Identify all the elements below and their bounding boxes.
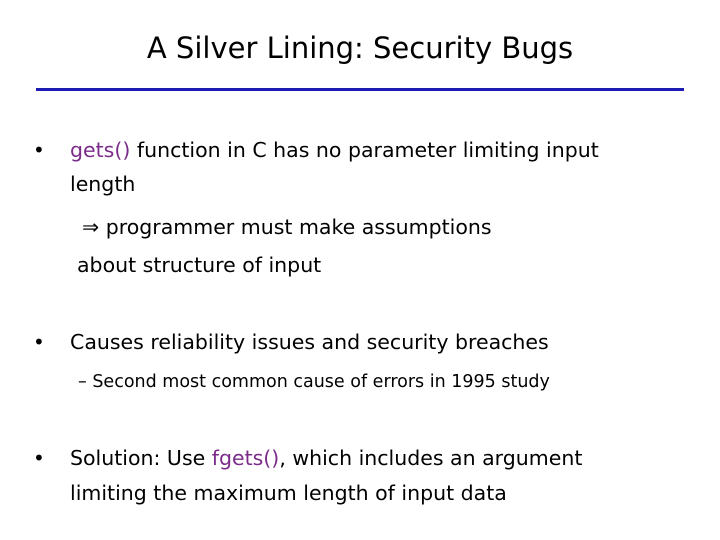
- title-underline: [36, 88, 684, 91]
- point-1-continuation: length: [70, 172, 136, 196]
- point-3-text-after: , which includes an argument: [279, 446, 583, 470]
- point-2-line: Causes reliability issues and security breaches: [70, 330, 549, 354]
- bullet-icon: •: [33, 446, 45, 470]
- point-2-subpoint: [78, 369, 550, 395]
- implies-arrow-icon: ⇒: [82, 215, 100, 239]
- point-3-text-before: Solution: Use: [70, 446, 212, 470]
- point-1-line-1: [70, 135, 599, 165]
- slide-title: A Silver Lining: Security Bugs: [146, 31, 574, 65]
- point-3-continuation: limiting the maximum length of input data: [70, 481, 507, 505]
- code-gets: gets(): [70, 138, 131, 162]
- point-1-text: function in C has no parameter limiting input: [130, 138, 599, 162]
- point-1-implication-line-2: about structure of input: [77, 253, 322, 277]
- dash-icon: –: [78, 372, 87, 392]
- code-fgets: fgets(): [211, 446, 280, 470]
- bullet-icon: •: [33, 330, 45, 354]
- point-1-implication-line-1: [82, 212, 492, 242]
- implication-text-1: programmer must make assumptions: [105, 215, 492, 239]
- point-3-line-1: [70, 443, 582, 473]
- bullet-icon: •: [33, 138, 45, 162]
- subpoint-text: Second most common cause of errors in 1995 study: [92, 372, 550, 392]
